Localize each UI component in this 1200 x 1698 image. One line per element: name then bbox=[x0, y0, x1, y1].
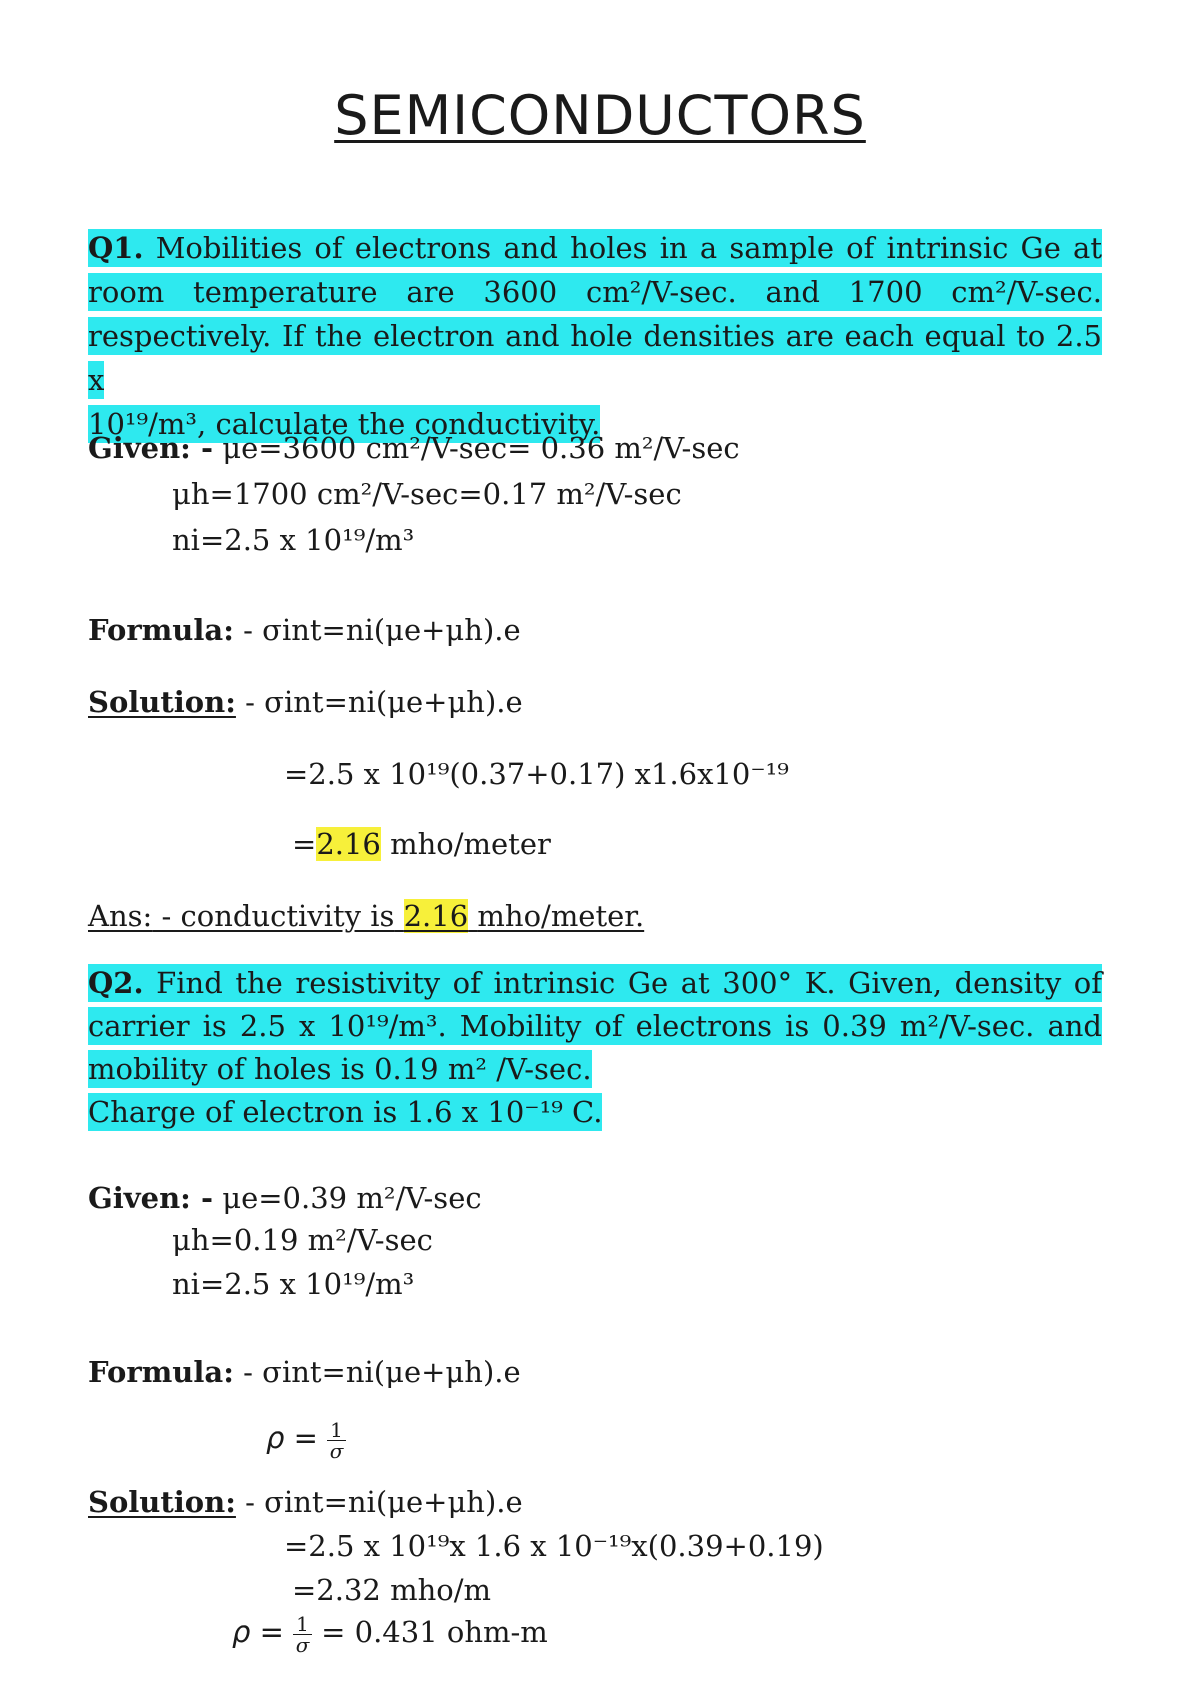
q1-formula-row bbox=[88, 610, 521, 650]
q1-line3: respectively. If the electron and hole densities are each equal to 2.5 x bbox=[88, 319, 1102, 397]
q2-solution4: ρ = $\frac{1}{\sigma}$ = 0.431 ohm-m bbox=[232, 1611, 548, 1657]
q2-given3: ni=2.5 x 10¹⁹/m³ bbox=[172, 1267, 415, 1301]
q2-solution2: =2.5 x 10¹⁹x 1.6 x 10⁻¹⁹x(0.39+0.19) bbox=[284, 1529, 824, 1563]
q1-ans-label: Ans: bbox=[88, 899, 153, 933]
q2-given-label: Given: - bbox=[88, 1181, 214, 1215]
q1-line4: 10¹⁹/m³, calculate the conductivity. bbox=[88, 407, 601, 441]
q2-given2: μh=0.19 m²/V-sec bbox=[172, 1223, 433, 1257]
q2-given-row bbox=[88, 1178, 482, 1218]
q2-formula-row bbox=[88, 1352, 521, 1392]
q1-solution-label: Solution: bbox=[88, 685, 236, 719]
q2-formula1: - σint=ni(μe+μh).e bbox=[243, 1355, 521, 1389]
q2-solution-row bbox=[88, 1482, 523, 1522]
q2-solution-fraction: $\frac{1}{\sigma}$ bbox=[293, 1614, 312, 1655]
q1-label: Q1. bbox=[88, 231, 144, 265]
q1-result-highlight: 2.16 bbox=[316, 827, 381, 861]
q2-label: Q2. bbox=[88, 966, 144, 1000]
q1-given1: μe=3600 cm²/V-sec= 0.36 m²/V-sec bbox=[222, 431, 740, 465]
q2-line3: mobility of holes is 0.19 m² /V-sec. bbox=[88, 1052, 592, 1086]
q2-line1: Find the resistivity of intrinsic Ge at 300° K. Given, density of bbox=[156, 966, 1102, 1000]
q2-resistivity-formula: ρ = $\frac{1}{\sigma}$ bbox=[266, 1418, 346, 1461]
q2-solution3: =2.32 mho/m bbox=[292, 1573, 491, 1607]
q2-line4: Charge of electron is 1.6 x 10⁻¹⁹ C. bbox=[88, 1095, 603, 1129]
q2-fraction: $\frac{1}{\sigma}$ bbox=[327, 1420, 346, 1461]
q1-solution-row bbox=[88, 682, 523, 722]
q1-given3: ni=2.5 x 10¹⁹/m³ bbox=[172, 523, 415, 557]
page-title: SEMICONDUCTORS bbox=[334, 84, 866, 147]
q2-line2: carrier is 2.5 x 10¹⁹/m³. Mobility of electrons is 0.39 m²/V-sec. and bbox=[88, 1009, 1102, 1043]
q2-solution-label: Solution: bbox=[88, 1485, 236, 1519]
q1-solution1: - σint=ni(μe+μh).e bbox=[245, 685, 523, 719]
q2-given1: μe=0.39 m²/V-sec bbox=[222, 1181, 482, 1215]
q1-solution2: =2.5 x 10¹⁹(0.37+0.17) x1.6x10⁻¹⁹ bbox=[284, 757, 789, 791]
q1-formula-label: Formula: bbox=[88, 613, 234, 647]
q1-solution3: =2.16 mho/meter bbox=[292, 827, 551, 861]
q1-line1: Mobilities of electrons and holes in a sample of intrinsic Ge at bbox=[155, 231, 1103, 265]
q1-question bbox=[88, 226, 1102, 446]
q1-given2: μh=1700 cm²/V-sec=0.17 m²/V-sec bbox=[172, 477, 682, 511]
q1-given-label: Given: - bbox=[88, 431, 214, 465]
q2-formula-label: Formula: bbox=[88, 1355, 234, 1389]
q1-line2: room temperature are 3600 cm²/V-sec. and 1700 cm²/V-sec. bbox=[88, 275, 1102, 309]
q2-solution1: - σint=ni(μe+μh).e bbox=[245, 1485, 523, 1519]
q1-answer: Ans: - conductivity is 2.16 mho/meter. bbox=[88, 899, 645, 933]
q1-formula: - σint=ni(μe+μh).e bbox=[243, 613, 521, 647]
q2-question bbox=[88, 962, 1102, 1134]
q1-given-row bbox=[88, 428, 740, 468]
q1-answer-highlight: 2.16 bbox=[403, 899, 469, 933]
